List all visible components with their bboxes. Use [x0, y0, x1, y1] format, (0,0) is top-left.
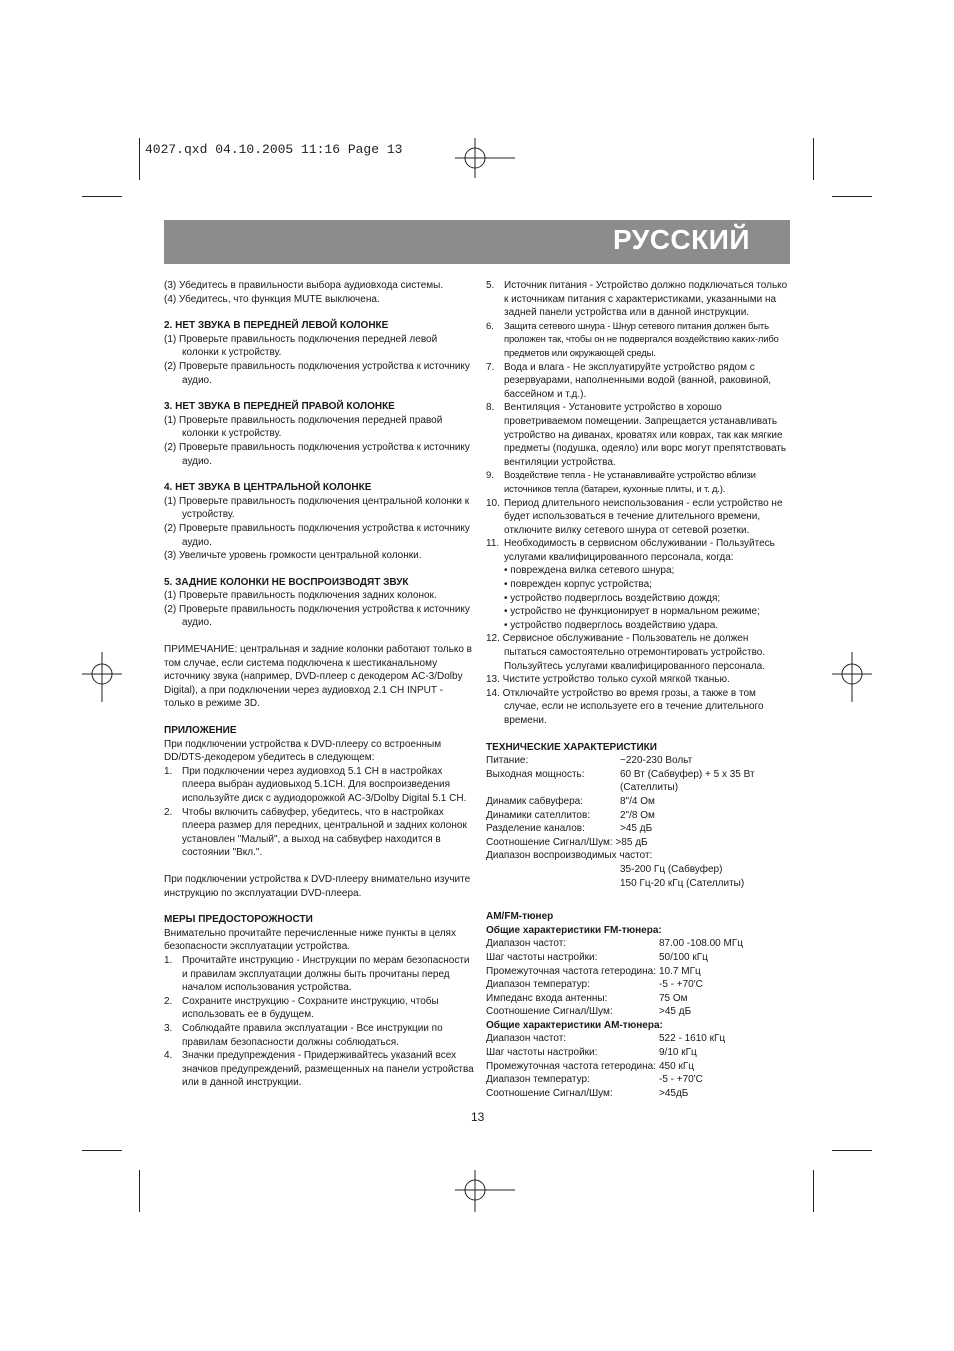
item-number: 8. [486, 402, 495, 414]
spec-label: Выходная мощность: [486, 768, 585, 780]
spec-value: 35-200 Гц (Сабвуфер) [620, 863, 723, 875]
item-number: 3. [164, 1022, 173, 1034]
paragraph: При подключении устройства к DVD-плееру со встроенным DD/DTS-декодером убедитесь в следующем: [164, 738, 442, 764]
list-item: (1) Проверьте правильность подключения центральной колонки к устройству. [164, 495, 470, 521]
crop-mark [813, 138, 814, 180]
item-text: Чтобы включить сабвуфер, убедитесь, что в настройках плеера размер для передних, центральной и задних колонок установлен "Малый", а выход на сабвуфер находится в состоянии "Вкл.". [182, 806, 467, 859]
item-text: Прочитайте инструкцию - Инструкции по мерам безопасности и правилам эксплуатации должны быть прочитаны перед началом использования устройства. [182, 954, 470, 994]
list-item: 13. Чистите устройство только сухой мягкой тканью. [486, 674, 730, 686]
item-text: Источник питания - Устройство должно подключаться только к источникам питания с характеристиками, указанными на задней панели устройства или в данной инструкции. [504, 280, 788, 319]
spec-value: >45дБ [659, 1087, 689, 1099]
list-item [486, 401, 791, 469]
item-number: 1. [164, 765, 173, 777]
paragraph: При подключении устройства к DVD-плееру внимательно изучите инструкцию по эксплуатации DVD-плеера. [164, 873, 471, 899]
list-item [486, 497, 791, 538]
spec-label: Питание: [486, 755, 529, 767]
item-number: 7. [486, 361, 495, 373]
crop-mark [139, 138, 140, 180]
spec-row [486, 795, 791, 809]
spec-row [486, 822, 791, 836]
item-number: 11. [486, 538, 500, 550]
spec-value: (Сателлиты) [620, 782, 679, 794]
spec-value: >45 дБ [659, 1006, 692, 1018]
list-item: (1) Проверьте правильность подключения передней правой колонки к устройству. [164, 414, 443, 440]
bullet-item: • устройство не функционирует в нормальном режиме; [486, 605, 791, 619]
list-item: (2) Проверьте правильность подключения устройства к источнику аудио. [164, 522, 470, 548]
subsection-heading: Общие характеристики FM-тюнера: [486, 924, 662, 936]
list-item: (2) Проверьте правильность подключения устройства к источнику аудио. [164, 603, 470, 629]
text-line: (4) Убедитесь, что функция MUTE выключена. [164, 293, 380, 305]
text-line: (3) Убедитесь в правильности выбора аудиовхода системы. [164, 280, 444, 291]
list-item [486, 361, 791, 402]
crop-mark [832, 196, 872, 197]
item-number: 10. [486, 497, 500, 509]
list-item [164, 806, 474, 860]
item-number: 2. [164, 995, 173, 1007]
crop-mark [139, 1170, 140, 1212]
spec-value: 450 кГц [659, 1060, 694, 1072]
list-item: (1) Проверьте правильность подключения передней левой колонки к устройству. [164, 333, 438, 359]
spec-value: >45 дБ [620, 823, 653, 835]
crop-mark [832, 1150, 872, 1151]
crop-mark [82, 1150, 122, 1151]
spec-label: Шаг частоты настройки: [486, 951, 598, 963]
spec-value: 10.7 МГц [659, 965, 701, 977]
item-number: 4. [164, 1050, 173, 1062]
list-item [486, 279, 791, 320]
spec-row [486, 781, 791, 795]
spec-line: Соотношение Сигнал/Шум: >85 дБ [486, 836, 648, 848]
spec-row [486, 951, 791, 965]
spec-label: Шаг частоты настройки: [486, 1047, 598, 1059]
left-column [164, 279, 474, 1090]
section-heading: ТЕХНИЧЕСКИЕ ХАРАКТЕРИСТИКИ [486, 741, 657, 753]
spec-label: Промежуточная частота гетеродина: [486, 1060, 656, 1072]
item-number: 5. [486, 280, 495, 291]
section-heading: 3. НЕТ ЗВУКА В ПЕРЕДНЕЙ ПРАВОЙ КОЛОНКЕ [164, 401, 395, 413]
bullet-item: • поврежден корпус устройства; [486, 578, 791, 592]
spec-label: Импеданс входа антенны: [486, 992, 608, 1004]
subsection-heading: Общие характеристики AM-тюнера: [486, 1019, 663, 1031]
spec-row [486, 978, 791, 992]
spec-value: 87.00 -108.00 МГц [659, 938, 743, 950]
item-text: Сохраните инструкцию - Сохраните инструкцию, чтобы использовать ее в будущем. [182, 995, 439, 1021]
print-slug: 4027.qxd 04.10.2005 11:16 Page 13 [145, 142, 403, 157]
page-number: 13 [471, 1110, 485, 1124]
spec-value: 60 Вт (Сабвуфер) + 5 x 35 Вт [620, 768, 755, 780]
list-item [164, 995, 474, 1022]
spec-label: Динамик сабвуфера: [486, 795, 584, 807]
spec-value: ~220-230 Вольт [620, 755, 693, 767]
spec-row [486, 1005, 791, 1019]
spec-row [486, 1060, 791, 1074]
item-text: Период длительного неиспользования - если устройство не будет использоваться в течение длительного времени, отключите вилку сетевого шнура от сетевой розетки. [504, 497, 783, 536]
spec-value: -5 - +70'С [659, 979, 703, 991]
registration-mark-right [832, 652, 872, 702]
section-heading: ПРИЛОЖЕНИЕ [164, 725, 237, 737]
item-number: 6. [486, 320, 494, 332]
list-item [164, 954, 474, 995]
list-item [164, 1049, 474, 1090]
crop-mark [82, 196, 122, 197]
list-item: 12. Сервисное обслуживание - Пользователь не должен пытаться самостоятельно отремонтировать устройство. Пользуйтесь услугами квалифицированного персонала. [486, 633, 766, 672]
spec-row [486, 754, 791, 768]
spec-row [486, 992, 791, 1006]
spec-value: -5 - +70'С [659, 1074, 703, 1086]
item-text: Вода и влага - Не эксплуатируйте устройство рядом с резервуарами, наполненными водой (ванной, раковиной, бассейном и т.д.). [504, 361, 772, 400]
spec-row [486, 1073, 791, 1087]
spec-label: Диапазон температур: [486, 979, 590, 991]
registration-mark-bottom [455, 1170, 515, 1212]
spec-row [486, 809, 791, 823]
list-item: (2) Проверьте правильность подключения устройства к источнику аудио. [164, 360, 470, 386]
spec-value: 9/10 кГц [659, 1047, 697, 1059]
spec-label: Диапазон температур: [486, 1074, 590, 1086]
item-text: Соблюдайте правила эксплуатации - Все инструкции по правилам безопасности должны соблюдаться. [182, 1022, 443, 1048]
item-text: Значки предупреждения - Придерживайтесь указаний всех значков предупреждений, размещенных на панели устройства или в данной инструкции. [182, 1050, 474, 1089]
bullet-item: • устройство подверглось воздействию удара. [486, 619, 791, 633]
item-number: 1. [164, 954, 173, 966]
list-item [486, 469, 791, 496]
spec-row [486, 768, 791, 782]
list-item [486, 320, 791, 361]
list-item [164, 765, 474, 806]
banner-title: РУССКИЙ [612, 224, 750, 255]
spec-label: Диапазон частот: [486, 938, 567, 950]
list-item: (3) Увеличьте уровень громкости центральной колонки. [164, 550, 422, 562]
spec-value: 50/100 кГц [659, 951, 708, 963]
list-item: (1) Проверьте правильность подключения задних колонок. [164, 590, 437, 602]
spec-row [486, 1087, 791, 1101]
spec-row [486, 1046, 791, 1060]
list-item [164, 1022, 474, 1049]
spec-label: Разделение каналов: [486, 823, 585, 835]
bullet-item: • повреждена вилка сетевого шнура; [486, 564, 791, 578]
item-text: Воздействие тепла - Не устанавливайте устройство вблизи источников тепла (батареи, кухонные плиты, и т. д.). [504, 470, 756, 495]
item-text: При подключении через аудиовход 5.1 CH в настройках плеера выбран аудиовыход 5.1CH. Для воспроизведения используйте диск с аудиодорожкой AC-3/Dolby Digital 5.1 CH. [182, 765, 467, 804]
spec-label: Диапазон частот: [486, 1033, 567, 1045]
list-item [486, 537, 791, 564]
item-number: 2. [164, 806, 173, 818]
spec-value: 8"/4 Ом [620, 795, 655, 807]
spec-value: 75 Ом [659, 992, 688, 1004]
section-heading: AM/FM-тюнер [486, 911, 554, 923]
spec-line: Диапазон воспроизводимых частот: [486, 850, 653, 862]
language-banner [164, 220, 790, 264]
right-column [486, 279, 791, 1100]
spec-row [486, 965, 791, 979]
spec-value: 2"/8 Ом [620, 809, 655, 821]
item-text: Вентиляция - Установите устройство в хорошо проветриваемом помещении. Запрещается устанавливать устройство на диванах, кроватях или коврах, так как мягкие предметы (подушка, одеяло) или ворс могут препятствовать вентиляции устройства. [504, 402, 787, 468]
item-text: Защита сетевого шнура - Шнур сетевого питания должен быть проложен так, чтобы он не подвергался воздействию каких-либо предметов или окружающей среды. [504, 320, 779, 359]
list-item: (2) Проверьте правильность подключения устройства к источнику аудио. [164, 441, 470, 467]
list-item: 14. Отключайте устройство во время грозы, а также в том случае, если не используете его в течение длительного времени. [486, 687, 764, 726]
section-heading: МЕРЫ ПРЕДОСТОРОЖНОСТИ [164, 914, 313, 926]
spec-row [486, 937, 791, 951]
spec-label [486, 781, 620, 795]
section-heading: 4. НЕТ ЗВУКА В ЦЕНТРАЛЬНОЙ КОЛОНКЕ [164, 482, 372, 494]
spec-label: Соотношение Сигнал/Шум: [486, 1087, 613, 1099]
spec-value: 150 Гц-20 кГц (Сателлиты) [620, 877, 745, 889]
registration-mark-left [82, 652, 122, 702]
note-paragraph: ПРИМЕЧАНИЕ: центральная и задние колонки работают только в том случае, если система подключена к шестиканальному источнику звука (например, DVD-плеер с декодером AC-3/Dolby Digital), а при подключении через аудиовход 2.1 CH INPUT - только в режиме 3D. [164, 644, 472, 710]
spec-value: 522 - 1610 кГц [659, 1033, 726, 1045]
crop-mark [813, 1170, 814, 1212]
spec-label: Соотношение Сигнал/Шум: [486, 1006, 613, 1018]
section-heading: 5. ЗАДНИЕ КОЛОНКИ НЕ ВОСПРОИЗВОДЯТ ЗВУК [164, 576, 409, 588]
spec-label: Динамики сателлитов: [486, 809, 591, 821]
paragraph: Внимательно прочитайте перечисленные ниже пункты в целях безопасности эксплуатации устройства. [164, 927, 456, 953]
item-text: Необходимость в сервисном обслуживании - Пользуйтесь услугами квалифицированного персонала, когда: [504, 538, 775, 563]
bullet-item: • устройство подверглось воздействию дождя; [486, 592, 791, 606]
spec-label: Промежуточная частота гетеродина: [486, 965, 656, 977]
registration-mark-top [455, 138, 515, 178]
spec-row [486, 1032, 791, 1046]
section-heading: 2. НЕТ ЗВУКА В ПЕРЕДНЕЙ ЛЕВОЙ КОЛОНКЕ [164, 320, 389, 332]
item-number: 9. [486, 470, 494, 482]
